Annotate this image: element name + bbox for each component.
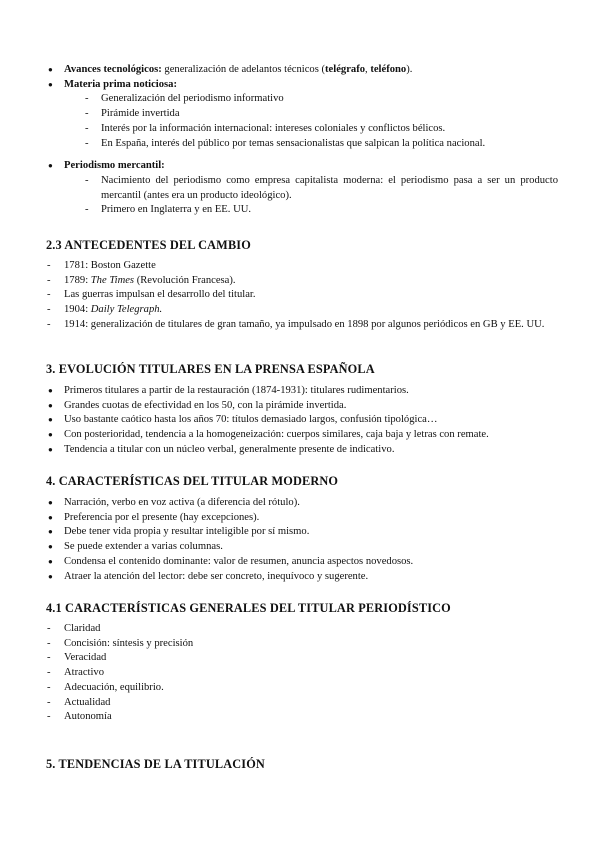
bullet-marker: ● [48, 161, 53, 171]
list-item: - Concisión: síntesis y precisión [0, 637, 600, 652]
list-item: ● Se puede extender a varias columnas. [0, 540, 600, 555]
dash-marker: - [85, 137, 89, 149]
dash-marker: - [47, 637, 51, 649]
sub-item: - Primero en Inglaterra y en EE. UU. [0, 203, 600, 218]
list-item: ● Tendencia a titular con un núcleo verbal, generalmente presente de indicativo. [0, 443, 600, 458]
list-item: ● Primeros titulares a partir de la restauración (1874-1931): titulares rudimentarios. [0, 384, 600, 399]
list-item: - Veracidad [0, 651, 600, 666]
list-item: ● Condensa el contenido dominante: valor de resumen, anuncia aspectos novedosos. [0, 555, 600, 570]
list-item: ● Narración, verbo en voz activa (a diferencia del rótulo). [0, 496, 600, 511]
list-evolucion [0, 384, 600, 458]
list-item: - Las guerras impulsan el desarrollo del titular. [0, 288, 600, 303]
term-avances: Avances tecnológicos: [64, 64, 162, 75]
list-antecedentes [0, 259, 600, 333]
dash-marker: - [47, 667, 51, 679]
list-item: ● Uso bastante caótico hasta los años 70: títulos demasiado largos, confusión tipológica… [0, 413, 600, 428]
dash-marker: - [85, 204, 89, 216]
dash-marker: - [85, 122, 89, 134]
dash-marker: - [85, 93, 89, 105]
list-item: ● Con posterioridad, tendencia a la homogeneización: cuerpos similares, caja baja y letras con remate. [0, 428, 600, 443]
list-caracteristicas [0, 496, 600, 584]
sub-item: - Nacimiento del periodismo como empresa capitalista moderna: el periodismo pasa a ser un producto mercantil (antes era un producto ideológico). [85, 174, 558, 201]
heading-antecedentes: 2.3 ANTECEDENTES DEL CAMBIO [46, 238, 251, 252]
bullet-marker: ● [48, 415, 53, 425]
list-item: - 1914: generalización de titulares de gran tamaño, ya impulsado en 1898 por algunos periódicos en GB y EE. UU. [0, 318, 600, 333]
list-item: - 1904: Daily Telegraph. [0, 303, 600, 318]
bullet-marker: ● [48, 79, 53, 89]
bullet-marker: ● [48, 571, 53, 581]
list-item: ● Preferencia por el presente (hay excepciones). [0, 511, 600, 526]
list-item: - Atractivo [0, 666, 600, 681]
term-periodismo: Periodismo mercantil: [64, 160, 165, 172]
bullet-item-avances: ● Avances tecnológicos: generalización de adelantos técnicos (telégrafo, teléfono). [0, 63, 600, 78]
list-item: - 1781: Boston Gazette [0, 259, 600, 274]
list-caracteristicas-generales [0, 622, 600, 725]
sub-item: - Interés por la información internacional: intereses coloniales y conflictos bélicos. [0, 122, 600, 137]
bullet-item-periodismo [0, 159, 600, 174]
list-item: ● Debe tener vida propia y resultar inteligible por sí mismo. [0, 525, 600, 540]
dash-marker: - [47, 318, 51, 330]
bullet-marker: ● [48, 527, 53, 537]
list-item: - Autonomía [0, 710, 600, 725]
dash-marker: - [85, 174, 89, 186]
heading-caracteristicas: 4. CARACTERÍSTICAS DEL TITULAR MODERNO [46, 474, 339, 488]
heading-caracteristicas-generales: 4.1 CARACTERÍSTICAS GENERALES DEL TITULAR PERIODÍSTICO [46, 601, 451, 615]
dash-marker: - [47, 304, 51, 316]
bullet-marker: ● [48, 512, 53, 522]
list-item: - Adecuación, equilibrio. [0, 681, 600, 696]
list-item: - 1789: The Times (Revolución Francesa). [0, 274, 600, 289]
bullet-marker: ● [48, 65, 53, 74]
dash-marker: - [47, 260, 51, 271]
sub-item: - En España, interés del público por temas sensacionalistas que salpican la política nacional. [0, 137, 600, 152]
bullet-marker: ● [48, 542, 53, 552]
bullet-marker: ● [48, 498, 53, 507]
term-materia: Materia prima noticiosa: [64, 78, 177, 90]
dash-marker: - [47, 711, 51, 723]
bullet-marker: ● [48, 444, 53, 454]
dash-marker: - [47, 681, 51, 693]
bullet-item-materia [0, 78, 600, 93]
list-item: - Claridad [0, 622, 600, 637]
list-item: ● Grandes cuotas de efectividad en los 50, con la pirámide invertida. [0, 399, 600, 414]
dash-marker: - [47, 623, 51, 634]
dash-marker: - [47, 274, 51, 286]
list-item: - Actualidad [0, 696, 600, 711]
sub-item: - Generalización del periodismo informativo [0, 92, 600, 107]
dash-marker: - [47, 696, 51, 708]
dash-marker: - [47, 289, 51, 301]
heading-evolucion: 3. EVOLUCIÓN TITULARES EN LA PRENSA ESPAÑOLA [46, 362, 375, 376]
bullet-marker: ● [48, 556, 53, 566]
list-item: ● Atraer la atención del lector: debe ser concreto, inequívoco y sugerente. [0, 570, 600, 585]
dash-marker: - [47, 652, 51, 664]
intro-bullet-list [0, 63, 600, 218]
bullet-marker: ● [48, 386, 53, 395]
sub-item: - Pirámide invertida [0, 107, 600, 122]
bullet-marker: ● [48, 400, 53, 410]
bullet-marker: ● [48, 430, 53, 440]
dash-marker: - [85, 108, 89, 120]
heading-tendencias: 5. TENDENCIAS DE LA TITULACIÓN [46, 757, 265, 771]
